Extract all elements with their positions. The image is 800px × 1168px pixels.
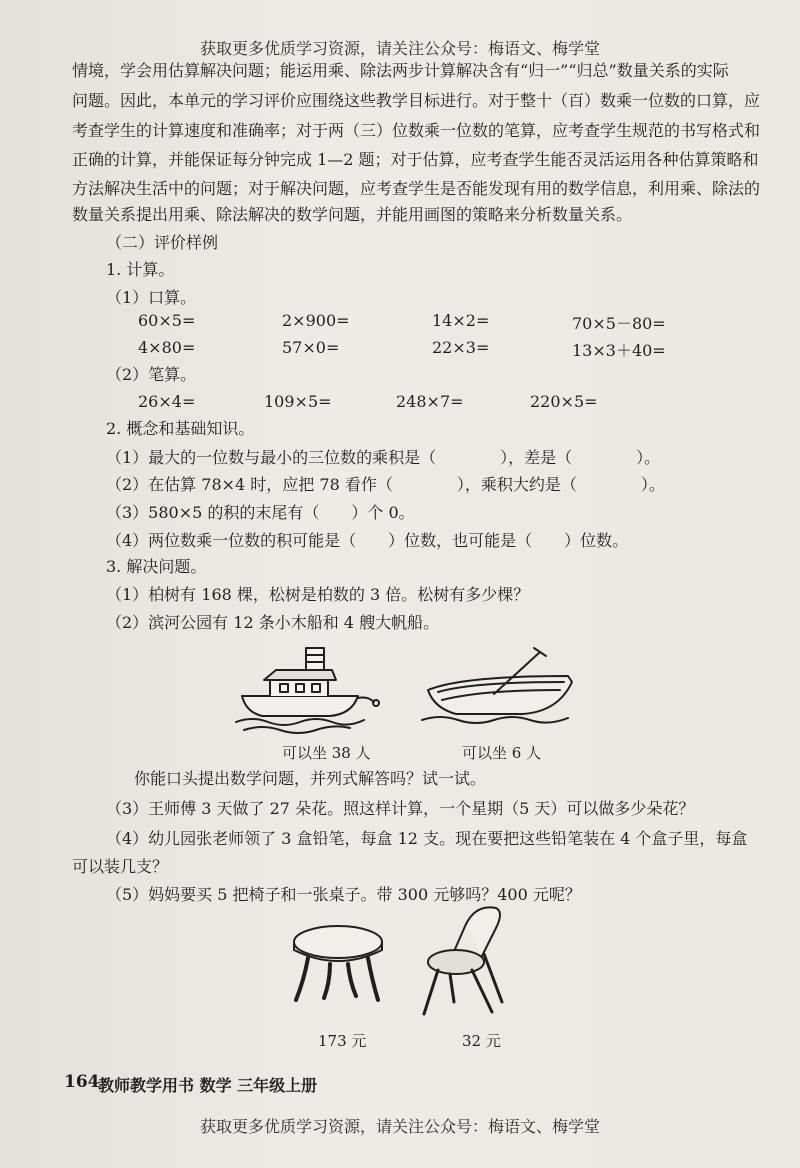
intro-line-5: 方法解决生活中的问题；对于解决问题，应考查学生是否能发现有用的数学信息，利用乘、除法的 [72,179,761,198]
q3-p2: （2）滨河公园有 12 条小木船和 4 艘大帆船。 [106,613,440,632]
table-illustration [290,920,390,1020]
q2-item-4: （4）两位数乘一位数的积可能是（ ）位数，也可能是（ ）位数。 [106,531,629,550]
q3-p4-line1: （4）幼儿园张老师领了 3 盒铅笔，每盒 12 支。现在要把这些铅笔装在 4 个盒子里，每盒 [106,829,748,848]
written-item: 248×7= [396,392,464,411]
written-item: 109×5= [264,392,332,411]
oral-item: 22×3= [432,338,490,357]
oral-item: 60×5= [138,311,196,330]
written-item: 220×5= [530,392,598,411]
intro-line-3: 考查学生的计算速度和准确率；对于两（三）位数乘一位数的笔算，应考查学生规范的书写格式和 [72,121,761,140]
table-price: 173 元 [318,1032,367,1050]
q3-p5: （5）妈妈要买 5 把椅子和一张桌子。带 300 元够吗？400 元呢？ [106,885,581,904]
oral-item: 2×900= [282,311,350,330]
intro-line-1: 情境，学会用估算解决问题；能运用乘、除法两步计算解决含有“归一”“归总”数量关系的实际 [72,61,729,80]
q3-p4-line2: 可以装几支？ [72,857,169,876]
chair-illustration [420,904,510,1024]
book-title: 教师教学用书 数学 三年级上册 [98,1076,318,1095]
chair-price: 32 元 [462,1032,501,1050]
intro-line-6: 数量关系提出用乘、除法解决的数学问题，并能用画图的策略来分析数量关系。 [72,205,633,224]
q1-title: 1. 计算。 [106,260,175,279]
q2-item-1: （1）最大的一位数与最小的三位数的乘积是（ ），差是（ ）。 [106,448,661,467]
oral-item: 13×3＋40= [572,341,666,360]
q1-oral-label: （1）口算。 [106,288,197,307]
oral-item: 14×2= [432,311,490,330]
intro-line-2: 问题。因此，本单元的学习评价应围绕这些教学目标进行。对于整十（百）数乘一位数的口算，应 [72,91,761,110]
q2-title: 2. 概念和基础知识。 [106,419,255,438]
section-title: （二）评价样例 [106,233,219,252]
small-boat-illustration [422,646,592,736]
q3-p1: （1）柏树有 168 棵，松树是柏数的 3 倍。松树有多少棵？ [106,585,530,604]
q3-p3: （3）王师傅 3 天做了 27 朵花。照这样计算，一个星期（5 天）可以做多少朵花？ [106,799,695,818]
page-number: 164 [64,1072,100,1092]
watermark-bottom: 获取更多优质学习资源，请关注公众号：梅语文、梅学堂 [199,1117,600,1136]
q2-item-3: （3）580×5 的积的末尾有（ ）个 0。 [106,503,415,522]
big-boat-caption: 可以坐 38 人 [282,744,371,762]
big-boat-illustration [232,640,392,740]
small-boat-caption: 可以坐 6 人 [462,744,542,762]
q3-p2-follow: 你能口头提出数学问题，并列式解答吗？试一试。 [134,769,487,788]
written-item: 26×4= [138,392,196,411]
q2-item-2: （2）在估算 78×4 时，应把 78 看作（ ），乘积大约是（ ）。 [106,475,665,494]
oral-item: 57×0= [282,338,340,357]
oral-item: 4×80= [138,338,196,357]
q1-written-label: （2）笔算。 [106,365,197,384]
oral-item: 70×5－80= [572,314,666,333]
intro-line-4: 正确的计算，并能保证每分钟完成 1—2 题；对于估算，应考查学生能否灵活运用各种估算策略和 [72,150,759,169]
watermark-top: 获取更多优质学习资源，请关注公众号：梅语文、梅学堂 [199,39,600,58]
q3-title: 3. 解决问题。 [106,557,207,576]
